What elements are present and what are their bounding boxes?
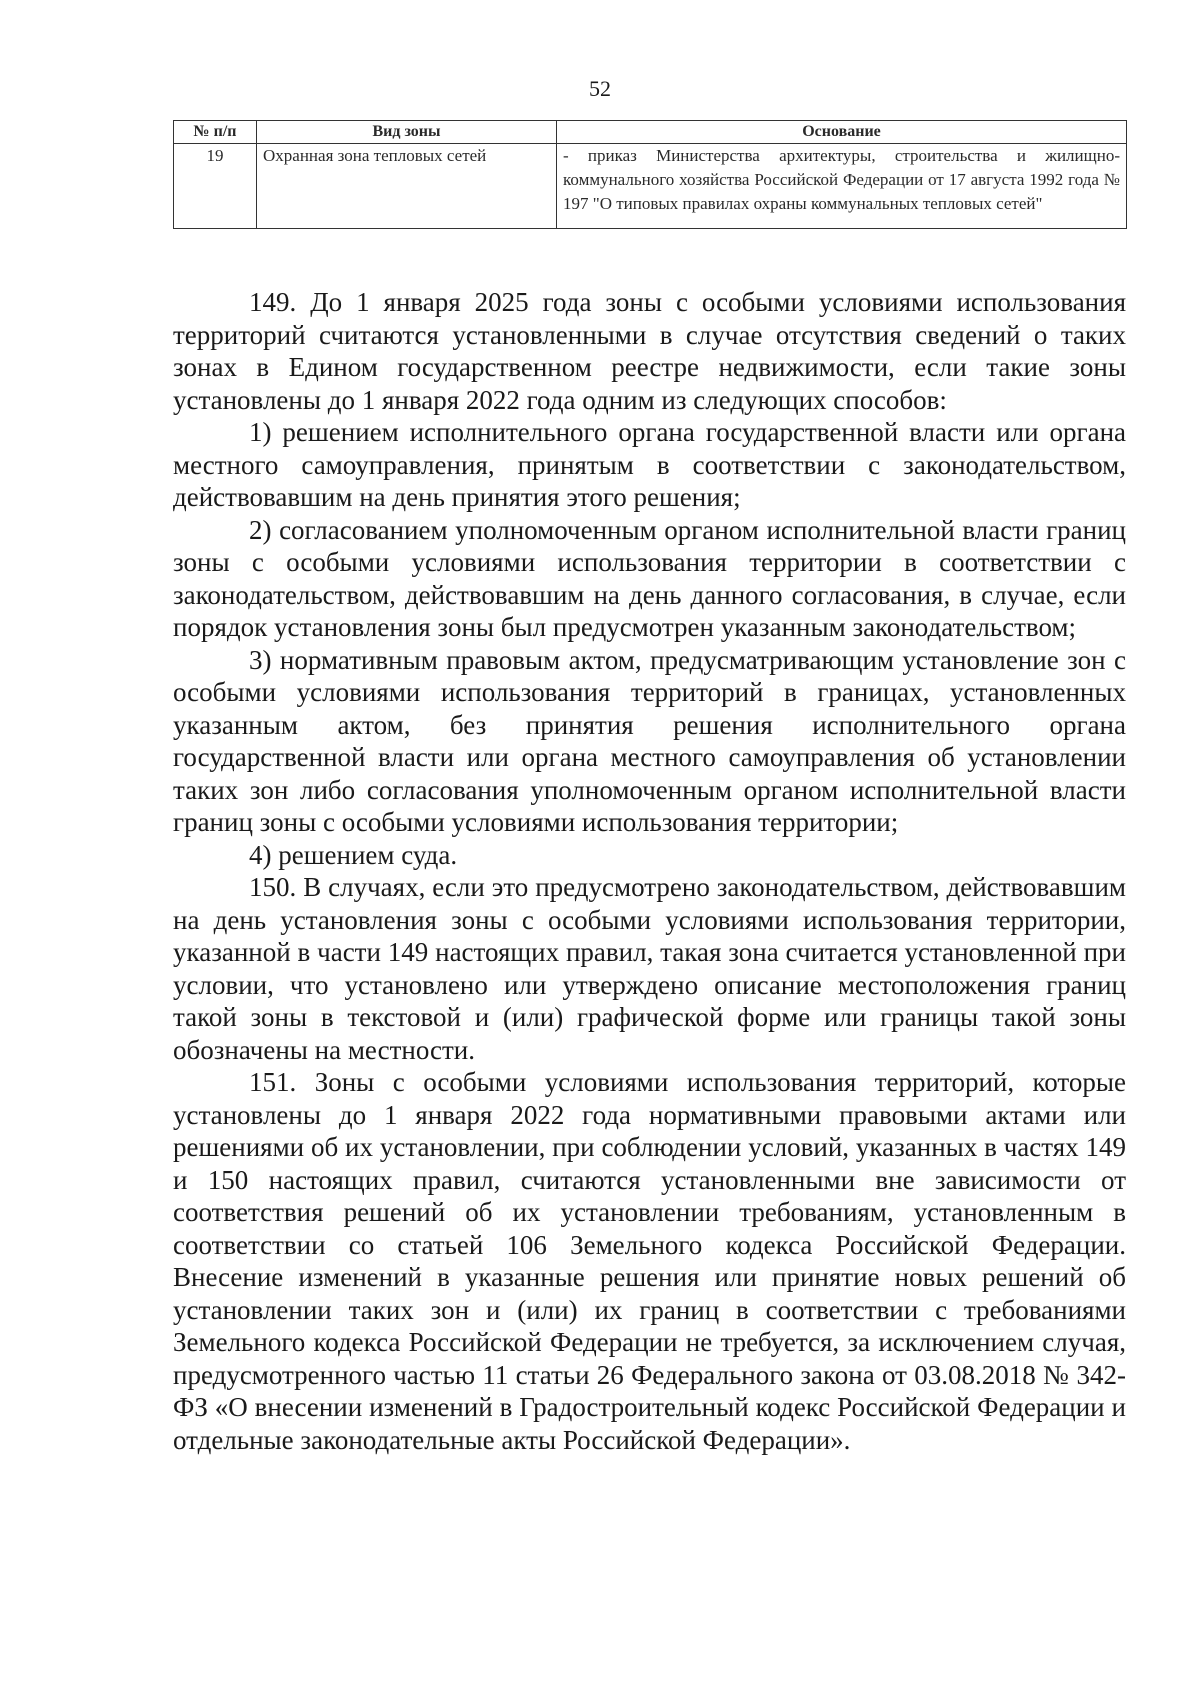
paragraph-149: 149. До 1 января 2025 года зоны с особыми условиями использования территорий считаются установленными в случае отсутствия сведений о таких зонах в Едином государственном реестре недвижимости, если такие зоны установлены до 1 января 2022 года одним из следующих способов: [173,287,1126,415]
zone-type-cell: Охранная зона тепловых сетей [257,144,557,229]
list-item-1: 1) решением исполнительного органа государственной власти или органа местного самоуправления, принятым в соответствии с законодательством, действовавшим на день принятия этого решения; [173,417,1126,512]
page-number: 52 [589,76,611,101]
list-item-2: 2) согласованием уполномоченным органом исполнительной власти границ зоны с особыми условиями использования территории в соответствии с законодательством, действовавшим на день данного согласования, в случае, если порядок установления зоны был предусмотрен указанным законодательством; [173,514,1126,642]
column-header-zone-type: Вид зоны [257,121,557,144]
paragraph-151: 151. Зоны с особыми условиями использования территорий, которые установлены до 1 января 2022 года нормативными правовыми актами или решениями об их установлении, при соблюдении условий, указанных в частях 149 и 150 настоящих правил, считаются установленными вне зависимости от соответствия решений об их установлении требованиям, установленным в соответствии со статьей 106 Земельного кодекса Российской Федерации. Внесение изменений в указанные решения или принятие новых решений об установлении таких зон и (или) их границ в соответствии с требованиями Земельного кодекса Российской Федерации не требуется, за исключением случая, предусмотренного частью 11 статьи 26 Федерального закона от 03.08.2018 № 342-ФЗ «О внесении изменений в Градостроительный кодекс Российской Федерации и отдельные законодательные акты Российской Федерации». [173,1067,1126,1455]
list-item-4: 4) решением суда. [249,839,458,870]
basis-cell: - приказ Министерства архитектуры, строительства и жилищно-коммунального хозяйства Российской Федерации от 17 августа 1992 года № 197 "О типовых правилах охраны коммунальных тепловых сетей" [557,144,1127,229]
table-row [174,144,1127,229]
paragraph-150: 150. В случаях, если это предусмотрено законодательством, действовавшим на день установления зоны с особыми условиями использования территории, указанной в части 149 настоящих правил, такая зона считается установленной при условии, что установлено или утверждено описание местоположения границ такой зоны в текстовой и (или) графической форме или границы такой зоны обозначены на местности. [173,872,1126,1065]
column-header-number: № п/п [174,121,257,144]
column-header-basis: Основание [557,121,1127,144]
document-body [173,286,1126,1456]
zones-table [173,120,1127,229]
table-header-row [174,121,1127,144]
row-number-cell: 19 [174,144,257,229]
list-item-3: 3) нормативным правовым актом, предусматривающим установление зон с особыми условиями использования территорий в границах, установленных указанным актом, без принятия решения исполнительного органа государственной власти или органа местного самоуправления об установлении таких зон либо согласования уполномоченным органом исполнительной власти границ зоны с особыми условиями использования территории; [173,644,1126,837]
